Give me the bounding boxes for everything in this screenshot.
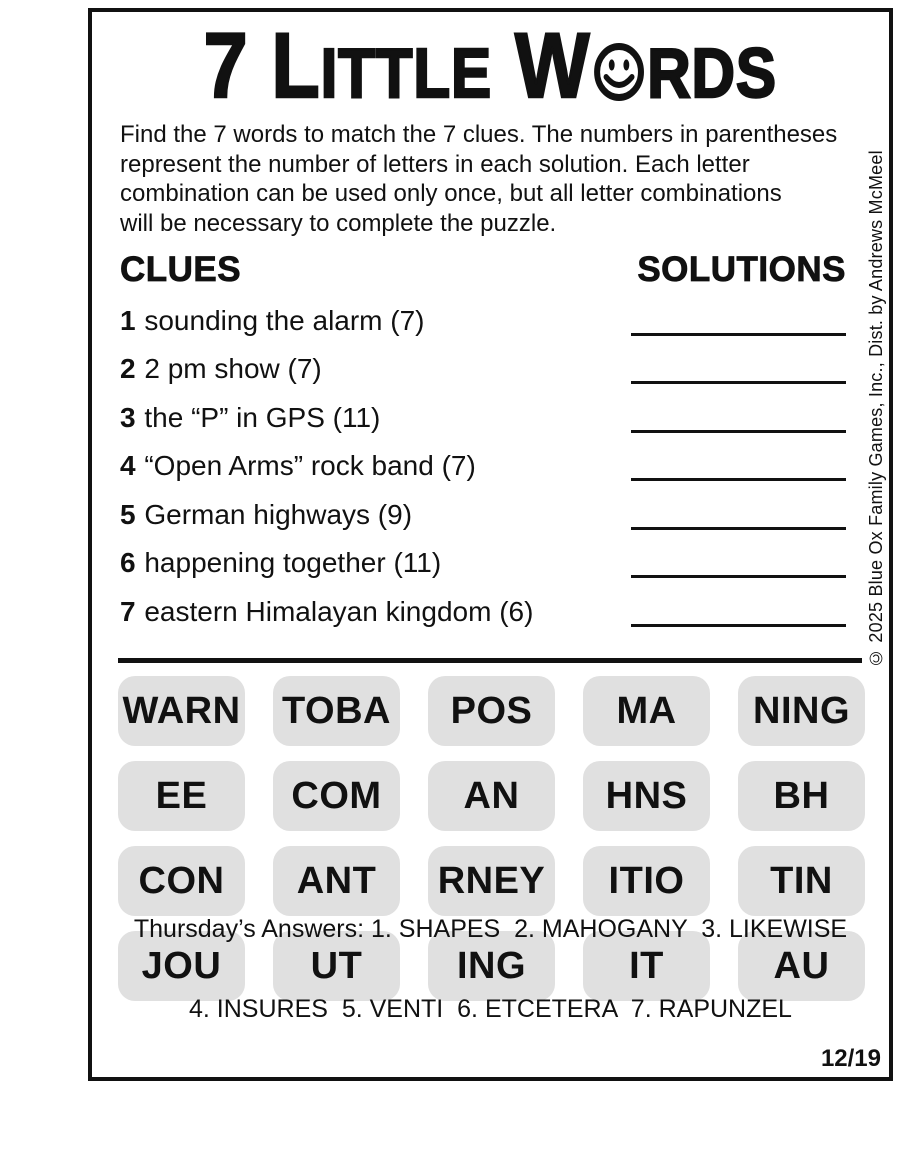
- previous-answers: [92, 863, 889, 1075]
- title-text-w: W: [492, 15, 591, 117]
- letter-tile[interactable]: ITIO: [583, 846, 710, 916]
- clue-number: 4: [120, 450, 137, 481]
- solution-blank-line[interactable]: [631, 478, 846, 481]
- letter-tile[interactable]: WARN: [118, 676, 245, 746]
- clue-text: sounding the alarm (7): [144, 304, 425, 336]
- letter-tile[interactable]: AU: [738, 931, 865, 1001]
- instructions-line: represent the number of letters in each solution. Each letter: [120, 150, 750, 178]
- letter-tile[interactable]: JOU: [118, 931, 245, 1001]
- title-text-ittle: ITTLE: [320, 34, 493, 112]
- clue-text: 2 pm show (7): [144, 353, 322, 384]
- clue-text-wrap: [120, 595, 533, 634]
- clue-text-wrap: [120, 352, 322, 391]
- letter-tile[interactable]: COM: [273, 761, 400, 831]
- copyright-vertical-text: © 2025 Blue Ox Family Games, Inc., Dist. by Andrews McMeel: [866, 150, 886, 668]
- puzzle-title: [92, 15, 889, 119]
- puzzle-panel: [88, 8, 893, 1081]
- letter-tile[interactable]: MA: [583, 676, 710, 746]
- clue-text-wrap: [120, 401, 380, 440]
- clues-section: [120, 250, 846, 634]
- letter-tile[interactable]: TIN: [738, 846, 865, 916]
- clue-text: eastern Himalayan kingdom (6): [144, 595, 534, 627]
- clue-text-wrap: [120, 498, 412, 537]
- puzzle-title-logo: [203, 15, 778, 119]
- clue-row: [120, 537, 846, 586]
- instructions-line: will be necessary to complete the puzzle.: [120, 209, 557, 237]
- letter-tile[interactable]: TOBA: [273, 676, 400, 746]
- letter-tile[interactable]: UT: [273, 931, 400, 1001]
- instructions-line: combination can be used only once, but all letter combinations: [120, 180, 782, 207]
- clue-number: 6: [120, 547, 137, 578]
- clue-row: [120, 343, 846, 392]
- solution-blank-line[interactable]: [631, 527, 846, 530]
- divider-rule: [118, 658, 862, 663]
- clue-text-wrap: [120, 449, 476, 488]
- clues-header: CLUES: [120, 250, 242, 289]
- clue-text: “Open Arms” rock band (7): [144, 450, 476, 481]
- instructions-line: Find the 7 words to match the 7 clues. The numbers in parentheses: [120, 121, 838, 148]
- puzzle-date: 12/19: [820, 1045, 881, 1072]
- clue-row: [120, 440, 846, 489]
- smiley-o-icon: [592, 40, 645, 107]
- clue-number: 1: [120, 304, 137, 336]
- clue-row: [120, 585, 846, 634]
- clue-number: 2: [120, 353, 137, 384]
- solution-blank-line[interactable]: [631, 430, 846, 433]
- title-text-rds: RDS: [647, 34, 778, 112]
- clue-number: 3: [120, 401, 137, 433]
- solution-blank-line[interactable]: [631, 381, 846, 384]
- clue-text: happening together (11): [144, 547, 442, 578]
- letter-tile[interactable]: CON: [118, 846, 245, 916]
- solution-blank-line[interactable]: [631, 333, 846, 336]
- letter-tile[interactable]: NING: [738, 676, 865, 746]
- letter-tile[interactable]: EE: [118, 761, 245, 831]
- letter-tile[interactable]: IT: [583, 931, 710, 1001]
- letter-tile[interactable]: BH: [738, 761, 865, 831]
- section-headers: [120, 250, 846, 294]
- solution-blank-line[interactable]: [631, 575, 846, 578]
- clue-text-wrap: [120, 304, 425, 343]
- letter-tile[interactable]: ANT: [273, 846, 400, 916]
- letter-tile[interactable]: ING: [428, 931, 555, 1001]
- clue-number: 5: [120, 498, 137, 530]
- solution-blank-line[interactable]: [631, 624, 846, 627]
- previous-answers-line2: 4. INSURES 5. VENTI 6. ETCETERA 7. RAPUNZEL: [189, 994, 792, 1023]
- letter-tile[interactable]: POS: [428, 676, 555, 746]
- instructions-text: [120, 120, 870, 238]
- clue-row: [120, 294, 846, 343]
- clue-row: [120, 488, 846, 537]
- letter-tile[interactable]: HNS: [583, 761, 710, 831]
- clue-text: the “P” in GPS (11): [144, 401, 381, 433]
- clue-text: German highways (9): [144, 498, 413, 530]
- clue-text-wrap: [120, 546, 441, 585]
- clue-number: 7: [120, 595, 137, 627]
- title-text-7l: 7 L: [203, 15, 321, 117]
- letter-tile[interactable]: RNEY: [428, 846, 555, 916]
- letter-tile[interactable]: AN: [428, 761, 555, 831]
- clue-row: [120, 391, 846, 440]
- previous-answers-line1: Thursday’s Answers: 1. SHAPES 2. MAHOGANY 3. LIKEWISE: [133, 915, 848, 943]
- solutions-header: SOLUTIONS: [637, 250, 846, 289]
